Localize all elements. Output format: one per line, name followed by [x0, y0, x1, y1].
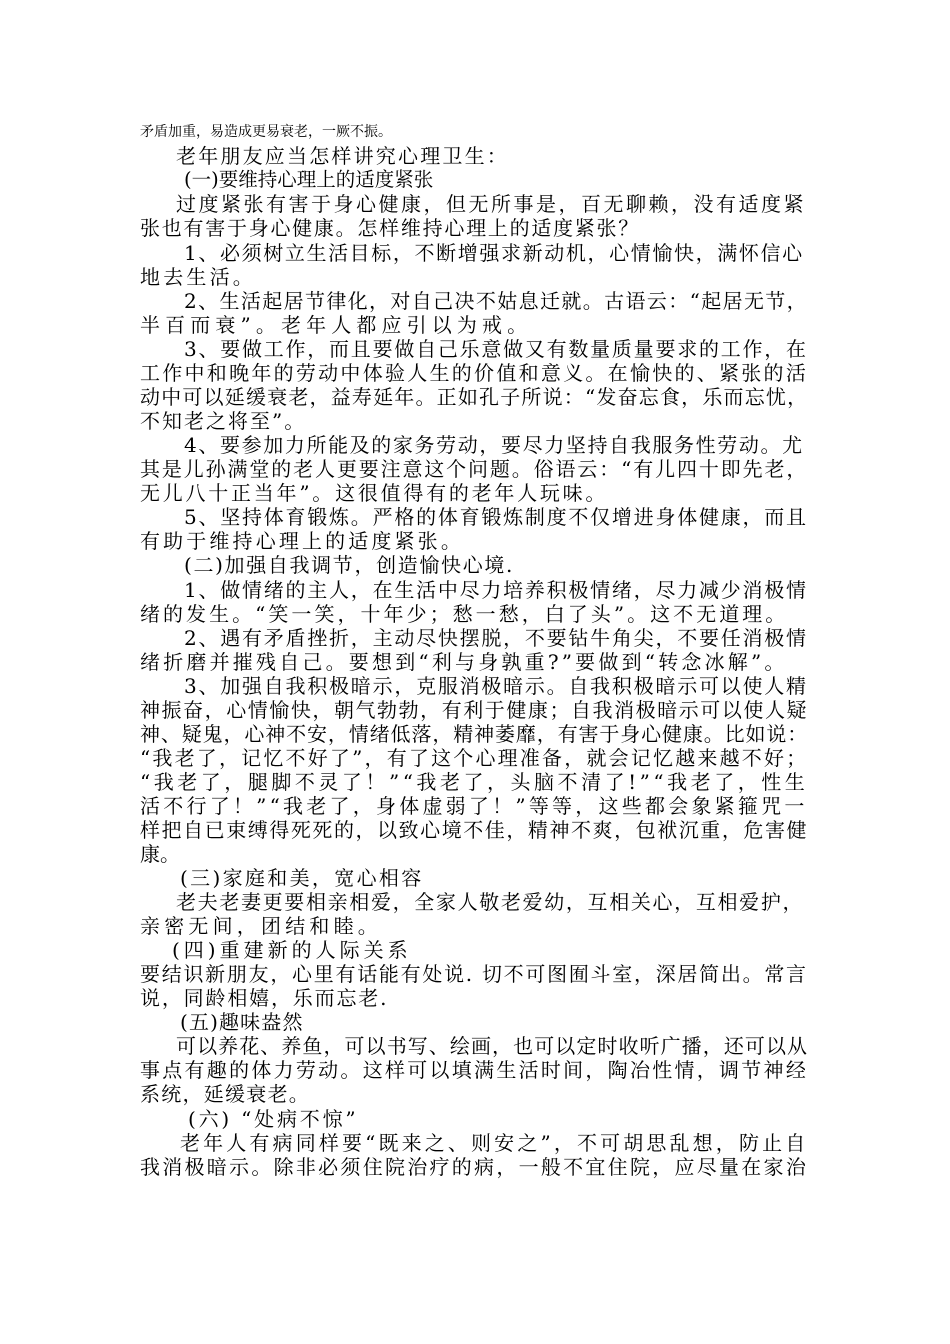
section-heading: (一)要维持心理上的适度紧张	[184, 168, 434, 191]
text-line: “我老了，记忆不好了”，有了这个心理准备，就会记忆越来越不好；	[140, 746, 809, 770]
text-line: 地去生活。	[140, 265, 256, 289]
text-line: 1、必须树立生活目标，不断增强求新动机，心情愉快，满怀信心	[184, 241, 804, 265]
text-line: 无儿八十正当年”。这很值得有的老年人玩味。	[140, 481, 609, 505]
text-line: 系统，延缓衰老。	[140, 1082, 310, 1106]
text-line: 神、疑鬼，心神不安，情绪低落，精神萎靡，有害于身心健康。比如说：	[140, 722, 809, 746]
text-line: 动中可以延缓衰老，益寿延年。正如孔子所说：“发奋忘食，乐而忘忧，	[140, 385, 809, 409]
text-line: 工作中和晚年的劳动中体验人生的价值和意义。在愉快的、紧张的活	[140, 361, 809, 385]
text-line: 其是儿孙满堂的老人更要注意这个问题。俗语云：“有儿四十即先老，	[140, 457, 809, 481]
text-line: 2、遇有矛盾挫折，主动尽快摆脱，不要钻牛角尖，不要任消极情	[184, 626, 808, 650]
text-line: 张也有害于身心健康。怎样维持心理上的适度紧张？	[140, 216, 641, 240]
section-heading: (五)趣味盎然	[180, 1010, 304, 1034]
text-line: 活不行了！”“我老了，身体虚弱了！”等等，这些都会象紧箍咒一	[140, 794, 808, 818]
text-line: 有助于维持心理上的适度紧张。	[140, 529, 464, 553]
text-line: “我老了，腿脚不灵了！”“我老了，头脑不清了!”“我老了，性生	[140, 770, 809, 794]
text-line: 样把自已束缚得死死的，以致心境不佳，精神不爽，包袱沉重，危害健	[140, 818, 809, 842]
text-line: 老夫老妻更要相亲相爱，全家人敬老爱幼，互相关心，互相爱护，	[176, 890, 805, 914]
text-line: 半百而衰”。老年人都应引以为戒。	[140, 313, 533, 337]
section-heading: (六) “处病不惊”	[188, 1107, 359, 1131]
text-line: 可以养花、养鱼，可以书写、绘画，也可以定时收听广播，还可以从	[176, 1034, 809, 1058]
section-heading: (三)家庭和美，宽心相容	[180, 866, 424, 890]
text-line: 5、坚持体育锻炼。严格的体育锻炼制度不仅增进身体健康，而且	[184, 505, 808, 529]
text-line: 2、生活起居节律化，对自己决不姑息迁就。古语云：“起居无节，	[184, 289, 809, 313]
text-line: 要结识新朋友，心里有话能有处说. 切不可图囿斗室，深居简出。常言	[140, 962, 808, 986]
text-line: 亲密无间，团结和睦。	[140, 914, 382, 938]
text-line: 绪的发生。“笑一笑，十年少；愁一愁，白了头”。这不无道理。	[140, 602, 789, 626]
text-line: 3、加强自我积极暗示，克服消极暗示。自我积极暗示可以使人精	[184, 674, 808, 698]
text-line: 矛盾加重，易造成更易衰老，一厥不振。	[140, 124, 392, 140]
text-line: 我消极暗示。除非必须住院治疗的病，一般不宜住院，应尽量在家治	[140, 1155, 809, 1179]
text-line: 老年朋友应当怎样讲究心理卫生：	[176, 144, 509, 168]
text-line: 4、要参加力所能及的家务劳动，要尽力坚持自我服务性劳动。尤	[184, 433, 804, 457]
text-line: 事点有趣的体力劳动。这样可以填满生活时间，陶冶性情，调节神经	[140, 1058, 809, 1082]
text-line: 不知老之将至”。	[140, 409, 307, 433]
text-line: 过度紧张有害于身心健康，但无所事是，百无聊赖，没有适度紧	[176, 192, 806, 216]
text-line: 绪折磨并摧残自己。要想到“利与身孰重?”要做到“转念冰解”。	[140, 650, 788, 674]
text-line: 说，同龄相嬉，乐而忘老.	[140, 986, 389, 1010]
text-line: 3、要做工作，而且要做自己乐意做又有数量质量要求的工作，在	[184, 337, 808, 361]
text-line: 神振奋，心情愉快，朝气勃勃，有利于健康；自我消极暗示可以使人疑	[140, 698, 809, 722]
text-line: 老年人有病同样要“既来之、则安之”，不可胡思乱想，防止自	[180, 1131, 809, 1155]
section-heading: (二)加强自我调节，创造愉快心境.	[184, 553, 515, 577]
text-line: 1、做情绪的主人，在生活中尽力培养积极情绪，尽力减少消极情	[184, 578, 808, 602]
text-line: 康。	[140, 842, 180, 866]
section-heading: (四)重建新的人际关系	[172, 938, 412, 962]
